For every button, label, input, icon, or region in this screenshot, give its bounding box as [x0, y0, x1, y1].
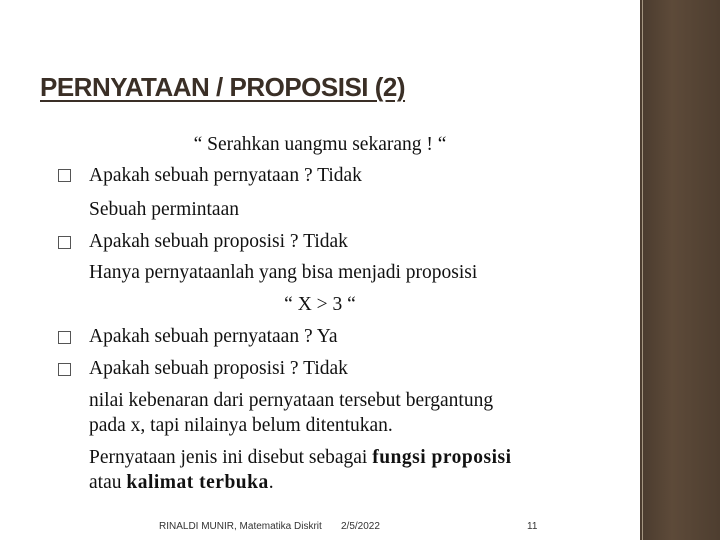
- footer-date: 2/5/2022: [341, 521, 380, 532]
- bullet-item-2: Apakah sebuah proposisi ? Tidak: [89, 231, 348, 252]
- slide-title: PERNYATAAN / PROPOSISI (2): [40, 72, 406, 102]
- bullet-box-icon: [58, 331, 71, 344]
- bold-term-kalimat-terbuka: kalimat terbuka: [126, 472, 269, 493]
- bold-term-fungsi-proposisi: fungsi proposisi: [372, 447, 512, 468]
- bullet-box-icon: [58, 363, 71, 376]
- decorative-sidebar: [640, 0, 720, 540]
- footer-author: RINALDI MUNIR, Matematika Diskrit: [159, 521, 322, 532]
- bullet-item-4-note-2: pada x, tapi nilainya belum ditentukan.: [89, 415, 393, 436]
- note-text: Pernyataan jenis ini disebut sebagai: [89, 447, 373, 468]
- bullet-item-4-note-1: nilai kebenaran dari pernyataan tersebut bergantung: [89, 390, 494, 411]
- bullet-item-3: Apakah sebuah pernyataan ? Ya: [89, 326, 338, 347]
- bullet-box-icon: [58, 169, 71, 182]
- bullet-item-4-note-3: [89, 446, 512, 470]
- bullet-item-4: Apakah sebuah proposisi ? Tidak: [89, 358, 348, 379]
- note-text: .: [268, 472, 274, 493]
- note-text: atau: [89, 472, 127, 493]
- bullet-item-4-note-4: [89, 471, 274, 495]
- bullet-item-1-note: Sebuah permintaan: [89, 199, 239, 220]
- bullet-item-2-note: Hanya pernyataanlah yang bisa menjadi proposisi: [89, 262, 478, 283]
- quote-text-1: “ Serahkan uangmu sekarang ! “: [193, 134, 447, 155]
- bullet-box-icon: [58, 236, 71, 249]
- bullet-item-1: Apakah sebuah pernyataan ? Tidak: [89, 165, 362, 186]
- footer-page-number: 11: [527, 521, 538, 532]
- quote-text-2: “ X > 3 “: [284, 294, 356, 315]
